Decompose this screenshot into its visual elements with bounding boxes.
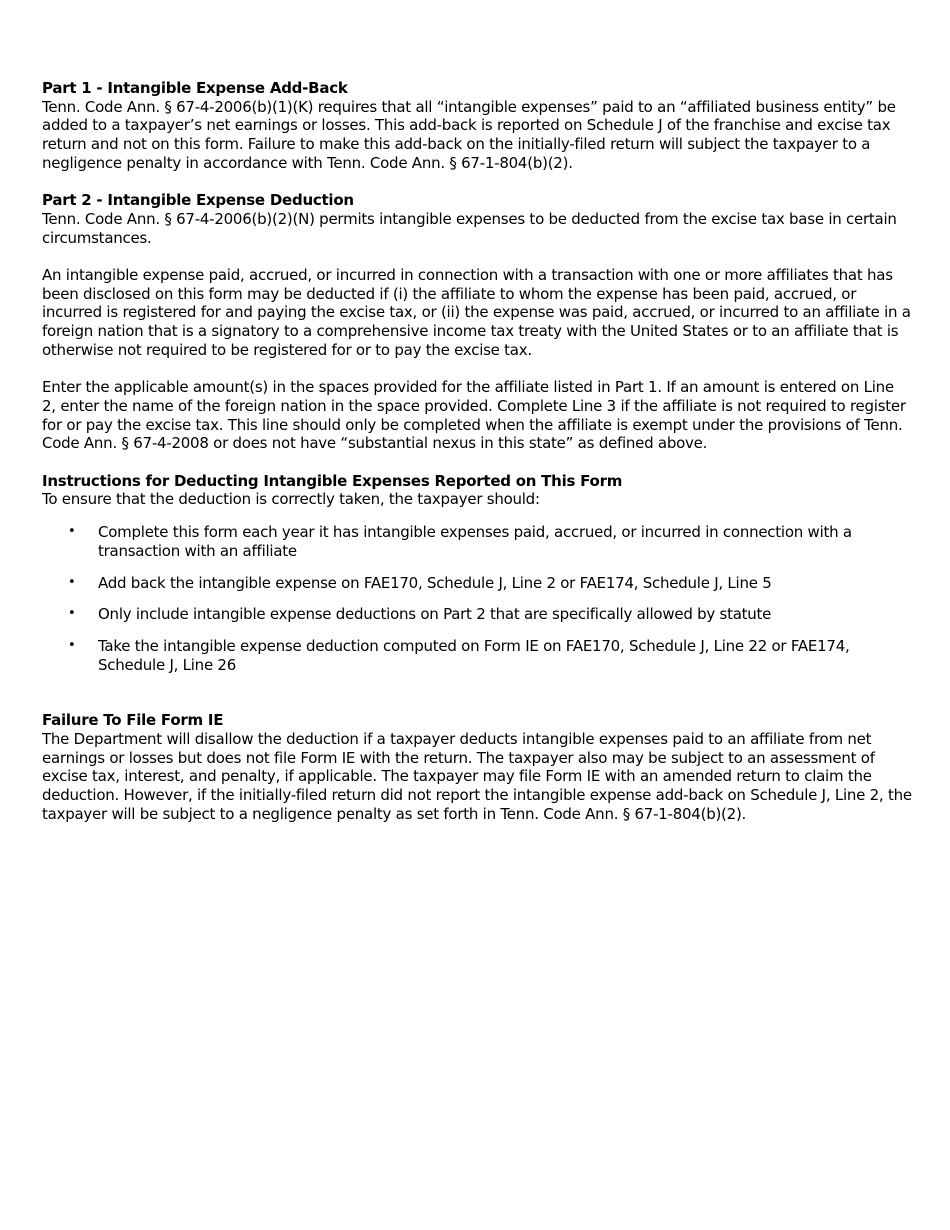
part2-body-2: An intangible expense paid, accrued, or incurred in connection with a transaction with one or more affiliates that has been disclosed on this form may be deducted if (i) the affiliate to whom the expense has been paid, accrued, or incurred is registered for and paying the excise tax, or (ii) the expense was paid, accrued, or incurred to an affiliate in a foreign nation that is a signatory to a comprehensive income tax treaty with the United States or to an affiliate that is otherwise not required to be registered for or to pay the excise tax. <box>42 266 911 359</box>
part1-heading: Part 1 - Intangible Expense Add-Back <box>42 79 348 97</box>
instructions-list <box>42 523 912 674</box>
list-item <box>42 574 912 593</box>
part1-body: Tenn. Code Ann. § 67-4-2006(b)(1)(K) requires that all “intangible expenses” paid to an “affiliated business entity” be added to a taxpayer’s net earnings or losses. This add-back is reported on Schedule J of the franchise and excise tax return and not on this form. Failure to make this add-back on the initially-filed return will subject the taxpayer to a negligence penalty in accordance with Tenn. Code Ann. § 67-1-804(b)(2). <box>42 97 896 172</box>
list-item <box>42 637 912 674</box>
part2-section <box>42 191 912 453</box>
failure-body: The Department will disallow the deduction if a taxpayer deducts intangible expenses paid to an affiliate from net earnings or losses but does not file Form IE with the return. The taxpayer also may be subject to an assessment of excise tax, interest, and penalty, if applicable. The taxpayer may file Form IE with an amended return to claim the deduction. However, if the initially-filed return did not report the intangible expense add-back on Schedule J, Line 2, the taxpayer will be subject to a negligence penalty as set forth in Tenn. Code Ann. § 67-1-804(b)(2). <box>42 730 912 823</box>
list-item-text: Take the intangible expense deduction computed on Form IE on FAE170, Schedule J, Line 22 or FAE174, Schedule J, Line 26 <box>98 636 850 674</box>
failure-section <box>42 711 912 823</box>
bullet-icon: • <box>68 574 76 590</box>
part2-body-3: Enter the applicable amount(s) in the spaces provided for the affiliate listed in Part 1. If an amount is entered on Line 2, enter the name of the foreign nation in the space provided. Complete Line 3 if the affiliate is not required to register for or pay the excise tax. This line should only be completed when the affiliate is exempt under the provisions of Tenn. Code Ann. § 67-4-2008 or does not have “substantial nexus in this state” as defined above. <box>42 378 906 453</box>
bullet-icon: • <box>68 606 76 622</box>
failure-heading: Failure To File Form IE <box>42 711 224 730</box>
part1-section <box>42 79 912 173</box>
instructions-page <box>42 79 912 824</box>
list-item <box>42 523 912 560</box>
part2-heading: Part 2 - Intangible Expense Deduction <box>42 191 354 210</box>
instructions-section <box>42 472 912 675</box>
list-item-text: Complete this form each year it has intangible expenses paid, accrued, or incurred in connection with a transaction with an affiliate <box>98 523 852 560</box>
instructions-heading: Instructions for Deducting Intangible Expenses Reported on This Form <box>42 471 623 490</box>
instructions-intro: To ensure that the deduction is correctly taken, the taxpayer should: <box>42 490 540 509</box>
part2-body-1: Tenn. Code Ann. § 67-4-2006(b)(2)(N) permits intangible expenses to be deducted from the excise tax base in certain circumstances. <box>42 209 897 247</box>
bullet-icon: • <box>68 637 76 653</box>
list-item <box>42 605 912 624</box>
list-item-text: Add back the intangible expense on FAE170, Schedule J, Line 2 or FAE174, Schedule J, Line 5 <box>98 573 772 592</box>
list-item-text: Only include intangible expense deductions on Part 2 that are specifically allowed by statute <box>98 605 772 624</box>
bullet-icon: • <box>68 524 76 540</box>
